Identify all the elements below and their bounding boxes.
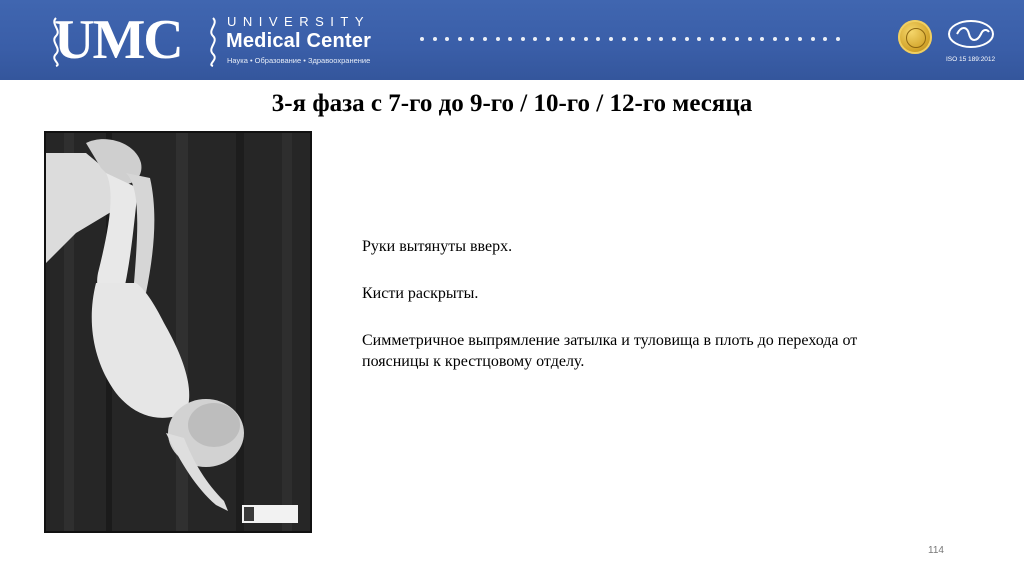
divider-dot [811, 37, 815, 41]
divider-dot [823, 37, 827, 41]
divider-dot [445, 37, 449, 41]
logo-medical-center: Medical Center [226, 30, 372, 52]
divider-dot [609, 37, 613, 41]
divider-dot [798, 37, 802, 41]
divider-dot [735, 37, 739, 41]
divider-dot [672, 37, 676, 41]
ornament-right-icon [205, 14, 221, 68]
divider-dot [521, 37, 525, 41]
body-text [362, 236, 882, 398]
paragraph-arms: Руки вытянуты вверх. [362, 238, 513, 255]
divider-dot [773, 37, 777, 41]
divider-dot [722, 37, 726, 41]
logo-umc: UMC [54, 9, 182, 71]
divider-dot [559, 37, 563, 41]
divider-dot [533, 37, 537, 41]
divider-dot [433, 37, 437, 41]
divider-dot [496, 37, 500, 41]
infant-figure-illustration [46, 133, 310, 531]
quality-seal-icon [898, 20, 932, 54]
paragraph-hands: Кисти раскрыты. [362, 285, 479, 302]
divider-dot [659, 37, 663, 41]
divider-dot [710, 37, 714, 41]
logo-university: UNIVERSITY [227, 14, 371, 29]
page-number: 114 [928, 545, 944, 556]
divider-dot [697, 37, 701, 41]
divider-dot [508, 37, 512, 41]
divider-dot [470, 37, 474, 41]
divider-dot [760, 37, 764, 41]
divider-dot [634, 37, 638, 41]
divider-dot [483, 37, 487, 41]
divider-dot [571, 37, 575, 41]
divider-dot [836, 37, 840, 41]
divider-dot [420, 37, 424, 41]
divider-dot [584, 37, 588, 41]
header-bar [0, 0, 1024, 80]
divider-dot [546, 37, 550, 41]
divider-dot [647, 37, 651, 41]
divider-dot [685, 37, 689, 41]
paragraph-extension: Симметричное выпрямление затылка и туловища в плоть до перехода от поясницы к крестцовому отделу. [362, 332, 858, 370]
logo-tagline: Наука • Образование • Здравоохранение [227, 56, 371, 65]
infant-photo [44, 131, 312, 533]
divider-dot [785, 37, 789, 41]
divider-dot [748, 37, 752, 41]
ornament-left-icon [48, 14, 64, 68]
divider-dot [458, 37, 462, 41]
esyd-logo-icon [947, 18, 995, 50]
slide-title: 3-я фаза с 7-го до 9-го / 10-го / 12-го месяца [271, 90, 753, 117]
certification-text: ISO 15 189:2012 [946, 56, 996, 63]
divider-dot [596, 37, 600, 41]
divider-dot [622, 37, 626, 41]
